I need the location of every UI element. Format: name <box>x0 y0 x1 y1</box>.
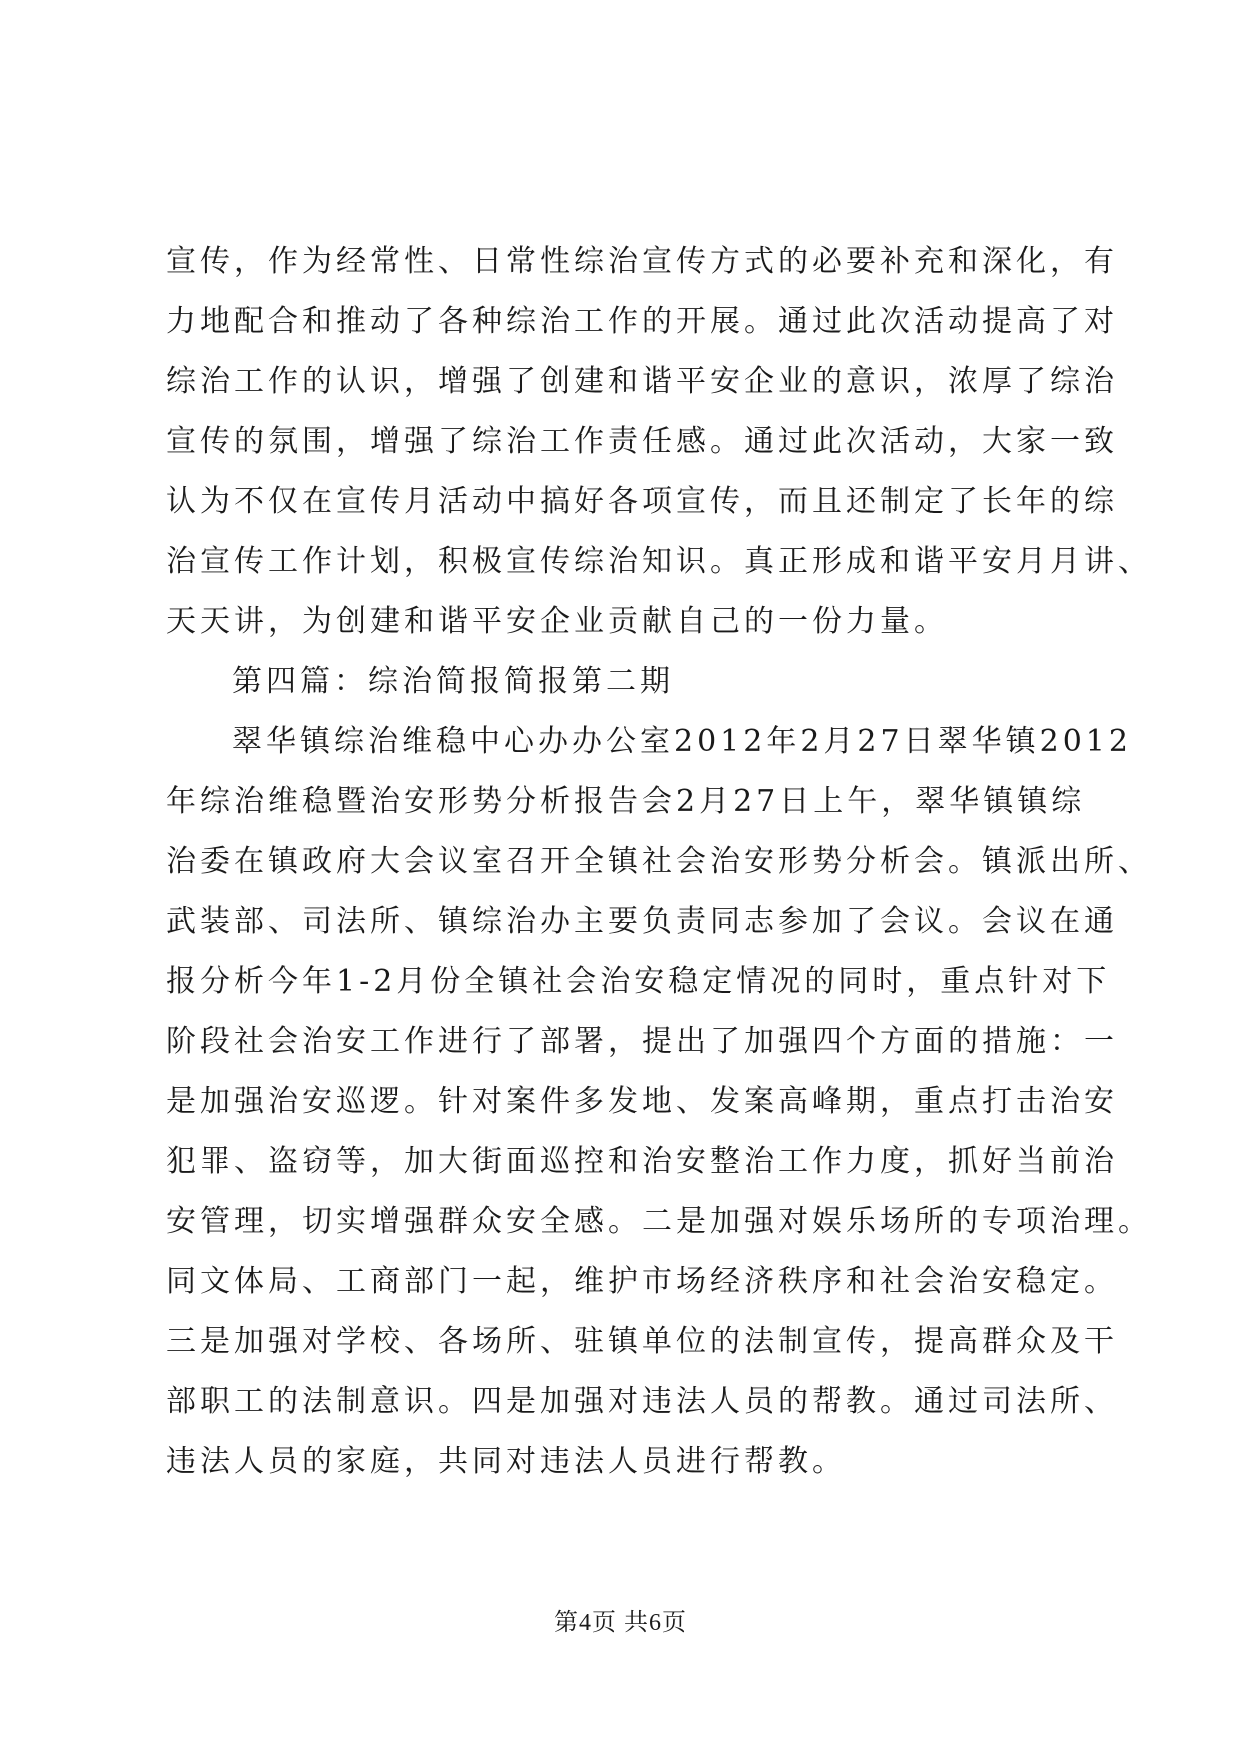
body-line: 违法人员的家庭，共同对违法人员进行帮教。 <box>166 1444 846 1479</box>
document-body <box>166 232 1152 1492</box>
body-line: 同文体局、工商部门一起，维护市场经济秩序和社会治安稳定。 <box>166 1264 1118 1299</box>
section-heading: 第四篇：综治简报简报第二期 <box>232 664 674 699</box>
body-line: 犯罪、盗窃等，加大街面巡控和治安整治工作力度，抓好当前治 <box>166 1144 1118 1179</box>
body-line: 是加强治安巡逻。针对案件多发地、发案高峰期，重点打击治安 <box>166 1084 1118 1119</box>
body-line: 年综治维稳暨治安形势分析报告会2月27日上午，翠华镇镇综 <box>166 784 1086 819</box>
body-line: 阶段社会治安工作进行了部署，提出了加强四个方面的措施：一 <box>166 1024 1118 1059</box>
body-line: 治委在镇政府大会议室召开全镇社会治安形势分析会。镇派出所、 <box>166 844 1152 879</box>
body-line: 报分析今年1-2月份全镇社会治安稳定情况的同时，重点针对下 <box>166 964 1111 999</box>
body-line: 天天讲，为创建和谐平安企业贡献自己的一份力量。 <box>166 604 948 639</box>
body-line: 武装部、司法所、镇综治办主要负责同志参加了会议。会议在通 <box>166 904 1118 939</box>
body-line: 三是加强对学校、各场所、驻镇单位的法制宣传，提高群众及干 <box>166 1324 1118 1359</box>
body-line: 综治工作的认识，增强了创建和谐平安企业的意识，浓厚了综治 <box>166 364 1118 399</box>
body-line: 认为不仅在宣传月活动中搞好各项宣传，而且还制定了长年的综 <box>166 484 1118 519</box>
page-footer: 第4页 共6页 <box>554 1610 687 1636</box>
body-line: 宣传，作为经常性、日常性综治宣传方式的必要补充和深化，有 <box>166 244 1118 279</box>
body-line: 安管理，切实增强群众安全感。二是加强对娱乐场所的专项治理。 <box>166 1204 1152 1239</box>
body-line: 部职工的法制意识。四是加强对违法人员的帮教。通过司法所、 <box>166 1384 1118 1419</box>
body-line: 宣传的氛围，增强了综治工作责任感。通过此次活动，大家一致 <box>166 424 1118 459</box>
body-line: 力地配合和推动了各种综治工作的开展。通过此次活动提高了对 <box>166 304 1118 339</box>
body-line: 翠华镇综治维稳中心办办公室2012年2月27日翠华镇2012 <box>232 724 1132 759</box>
body-line: 治宣传工作计划，积极宣传综治知识。真正形成和谐平安月月讲、 <box>166 544 1152 579</box>
